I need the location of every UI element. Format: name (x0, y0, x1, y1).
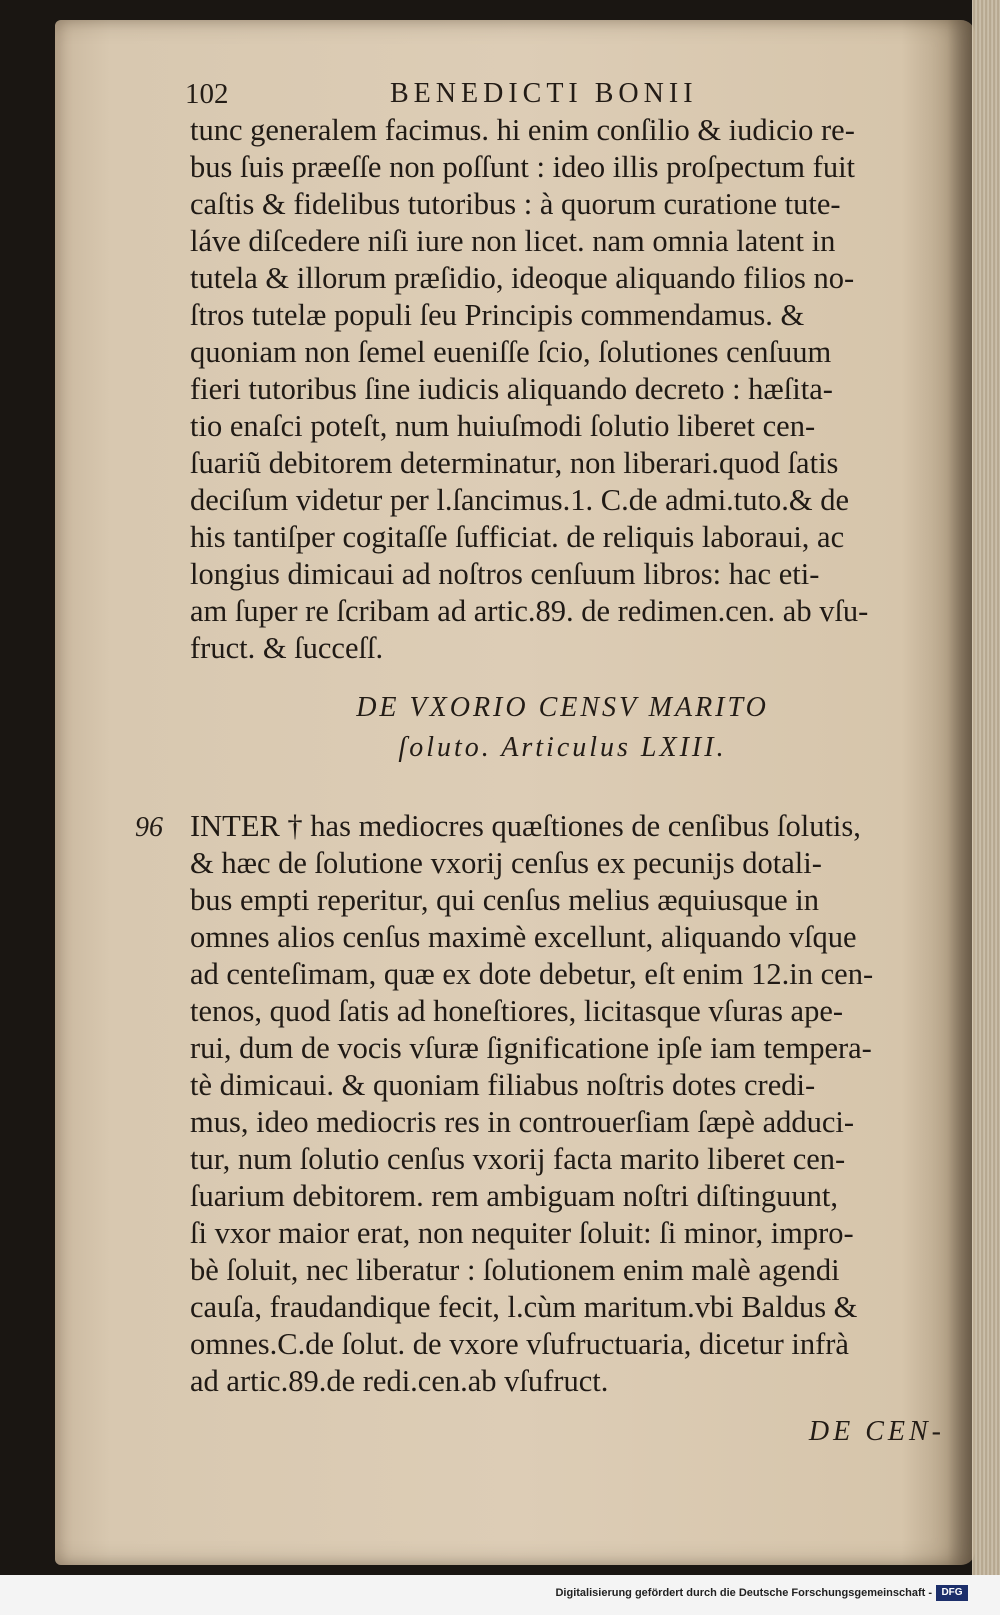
text-line: tio enaſci poteſt, num huiuſmodi ſolutio liberet cen- (190, 409, 816, 443)
text-line: omnes alios cenſus maximè excellunt, aliquando vſque (190, 920, 857, 954)
text-line: quoniam non ſemel eueniſſe ſcio, ſolutiones cenſuum (190, 335, 832, 369)
text-line: his tantiſper cogitaſſe ſufficiat. de reliquis laboraui, ac (190, 520, 845, 554)
text-line: bus empti reperitur, qui cenſus melius æquiusque in (190, 883, 820, 917)
text-line: caſtis & fidelibus tutoribus : à quorum curatione tute- (190, 187, 841, 221)
text-line: tutela & illorum præſidio, ideoque aliquando filios no- (190, 261, 855, 295)
text-line: ad artic.89.de redi.cen.ab vſufruct. (190, 1364, 609, 1398)
text-line: ſtros tutelæ populi ſeu Principis commendamus. & (190, 298, 805, 332)
text-line: bus ſuis præeſſe non poſſunt : ideo illis proſpectum fuit (190, 150, 856, 184)
text-line: mus, ideo mediocris res in controuerſiam ſæpè adduci- (190, 1105, 855, 1139)
page-edge (972, 0, 1000, 1615)
text-line: fieri tutoribus ſine iudicis aliquando decreto : hæſita- (190, 372, 833, 406)
text-line: tur, num ſolutio cenſus vxorij facta marito liberet cen- (190, 1142, 846, 1176)
text-line: omnes.C.de ſolut. de vxore vſufructuaria, dicetur infrà (190, 1327, 849, 1361)
page-number: 102 (185, 78, 229, 110)
running-head: BENEDICTI BONII (390, 78, 698, 109)
text-line: & hæc de ſolutione vxorij cenſus ex pecunijs dotali- (190, 846, 822, 880)
section-heading (190, 688, 935, 768)
text-line: INTER † has mediocres quæſtiones de cenſibus ſolutis, (190, 809, 861, 843)
text-line: ſuarium debitorem. rem ambiguam noſtri diſtinguunt, (190, 1179, 839, 1213)
text-line: deciſum videtur per l.ſancimus.1. C.de admi.tuto.& de (190, 483, 849, 517)
text-line: tè dimicaui. & quoniam filiabus noſtris dotes credi- (190, 1068, 816, 1102)
text-line: longius dimicaui ad noſtros cenſuum libros: hac eti- (190, 557, 820, 591)
text-line: ſi vxor maior erat, non nequiter ſoluit: ſi minor, impro- (190, 1216, 854, 1250)
dfg-logo-icon: DFG (936, 1585, 968, 1601)
text-block-1 (190, 112, 935, 667)
text-line: tenos, quod ſatis ad honeſtiores, licitasque vſuras ape- (190, 994, 844, 1028)
margin-number: 96 (135, 812, 163, 843)
text-line: bè ſoluit, nec liberatur : ſolutionem enim malè agendi (190, 1253, 840, 1287)
text-line: ad centeſimam, quæ ex dote debetur, eſt enim 12.in cen- (190, 957, 874, 991)
footer-credit: Digitalisierung gefördert durch die Deutsche Forschungsgemeinschaft - (555, 1587, 932, 1599)
section-title: DE VXORIO CENSV MARITO (356, 692, 769, 723)
text-line: ſuariũ debitorem determinatur, non liberari.quod ſatis (190, 446, 839, 480)
text-line: rui, dum de vocis vſuræ ſignificatione ipſe iam tempera- (190, 1031, 872, 1065)
footer-bar (0, 1575, 1000, 1615)
section-subtitle: ſoluto. Articulus LXIII. (398, 732, 727, 763)
text-line: am ſuper re ſcribam ad artic.89. de redimen.cen. ab vſu- (190, 594, 869, 628)
text-line: láve diſcedere niſi iure non licet. nam omnia latent in (190, 224, 836, 258)
text-line: cauſa, fraudandique fecit, l.cùm maritum.vbi Baldus & (190, 1290, 858, 1324)
text-line: tunc generalem facimus. hi enim conſilio & iudicio re- (190, 113, 855, 147)
catchword: DE CEN- (808, 1416, 945, 1447)
text-line: fruct. & ſucceſſ. (190, 631, 384, 665)
text-block-2 (190, 808, 935, 1400)
